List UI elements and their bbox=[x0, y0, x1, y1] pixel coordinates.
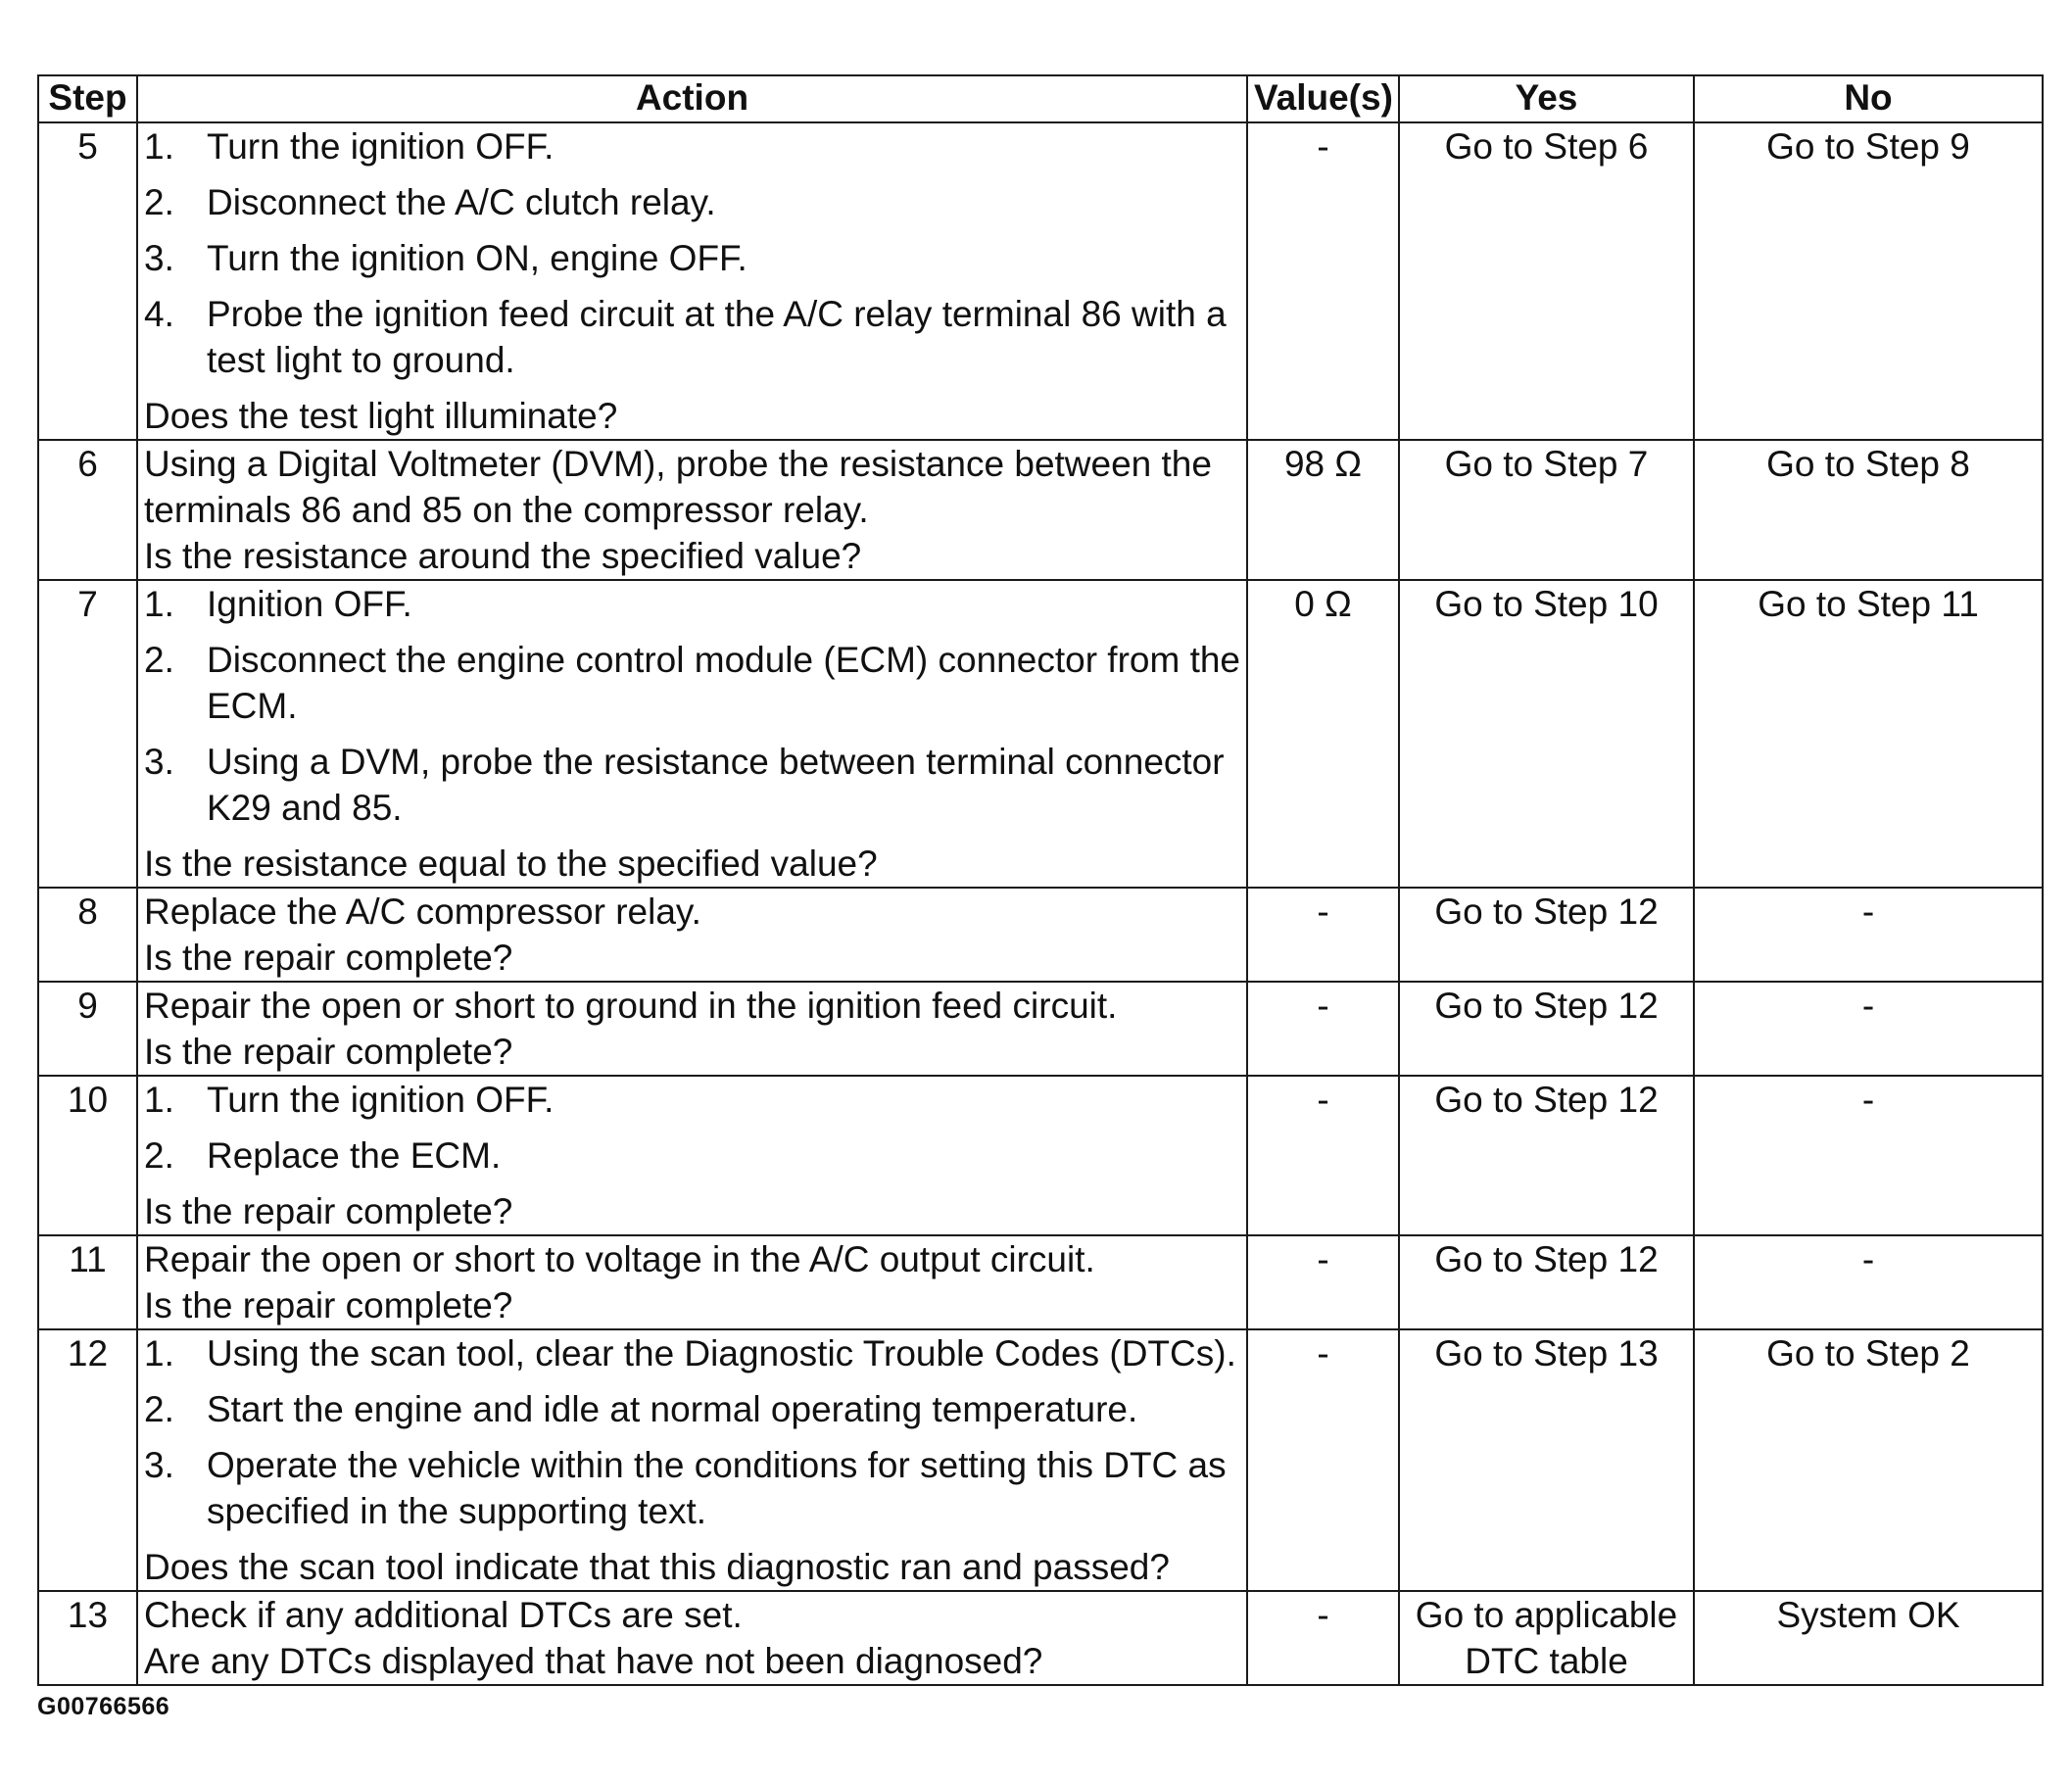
action-cell bbox=[137, 580, 1247, 888]
action-list-item bbox=[144, 739, 1240, 831]
action-item-text: Turn the ignition ON, engine OFF. bbox=[207, 238, 747, 278]
value-cell: 98 Ω bbox=[1247, 440, 1399, 580]
action-list-item bbox=[144, 1132, 1240, 1179]
action-item-number: 2. bbox=[144, 1135, 174, 1176]
no-cell: Go to Step 8 bbox=[1694, 440, 2043, 580]
action-text: Repair the open or short to voltage in the A/C output circuit. bbox=[144, 1239, 1095, 1279]
action-item-text: Turn the ignition OFF. bbox=[207, 1080, 554, 1120]
action-item-text: Using a DVM, probe the resistance between terminal connector K29 and 85. bbox=[207, 742, 1225, 828]
table-header bbox=[38, 75, 2043, 122]
header-action: Action bbox=[137, 75, 1247, 122]
yes-cell: Go to Step 12 bbox=[1399, 982, 1694, 1076]
yes-cell: Go to Step 13 bbox=[1399, 1329, 1694, 1591]
action-item-text: Using the scan tool, clear the Diagnostic Trouble Codes (DTCs). bbox=[207, 1333, 1236, 1373]
yes-cell: Go to Step 7 bbox=[1399, 440, 1694, 580]
header-step: Step bbox=[38, 75, 137, 122]
action-list-item bbox=[144, 1330, 1240, 1376]
action-item-text: Turn the ignition OFF. bbox=[207, 126, 554, 167]
action-list-item bbox=[144, 123, 1240, 169]
action-question: Does the test light illuminate? bbox=[144, 396, 618, 436]
header-yes: Yes bbox=[1399, 75, 1694, 122]
step-number-cell: 7 bbox=[38, 580, 137, 888]
action-item-number: 1. bbox=[144, 1080, 174, 1120]
action-text: Check if any additional DTCs are set. bbox=[144, 1595, 743, 1635]
step-number-cell: 5 bbox=[38, 122, 137, 440]
table-row bbox=[38, 580, 2043, 888]
value-cell: - bbox=[1247, 888, 1399, 982]
action-question: Is the repair complete? bbox=[144, 938, 513, 978]
action-item-number: 2. bbox=[144, 182, 174, 222]
step-number-cell: 12 bbox=[38, 1329, 137, 1591]
action-question: Does the scan tool indicate that this diagnostic ran and passed? bbox=[144, 1547, 1170, 1587]
action-question: Is the repair complete? bbox=[144, 1032, 513, 1072]
action-item-number: 3. bbox=[144, 742, 174, 782]
no-cell: System OK bbox=[1694, 1591, 2043, 1685]
table-row bbox=[38, 1076, 2043, 1235]
table-row bbox=[38, 122, 2043, 440]
action-cell bbox=[137, 1235, 1247, 1329]
step-number-cell: 11 bbox=[38, 1235, 137, 1329]
action-cell bbox=[137, 982, 1247, 1076]
value-cell: - bbox=[1247, 1235, 1399, 1329]
action-cell bbox=[137, 1076, 1247, 1235]
no-cell: Go to Step 2 bbox=[1694, 1329, 2043, 1591]
header-row bbox=[38, 75, 2043, 122]
yes-cell: Go to Step 6 bbox=[1399, 122, 1694, 440]
action-item-text: Operate the vehicle within the conditions for setting this DTC as specified in the supporting text. bbox=[207, 1445, 1227, 1531]
action-list-item bbox=[144, 179, 1240, 225]
action-item-text: Probe the ignition feed circuit at the A/C relay terminal 86 with a test light to ground. bbox=[207, 294, 1227, 380]
action-list-item bbox=[144, 581, 1240, 627]
action-list-item bbox=[144, 1442, 1240, 1534]
action-question: Is the resistance around the specified value? bbox=[144, 536, 862, 576]
action-item-text: Disconnect the A/C clutch relay. bbox=[207, 182, 716, 222]
yes-cell: Go to applicable DTC table bbox=[1399, 1591, 1694, 1685]
action-question: Is the repair complete? bbox=[144, 1285, 513, 1325]
action-item-text: Start the engine and idle at normal operating temperature. bbox=[207, 1389, 1138, 1429]
action-list-item bbox=[144, 1386, 1240, 1432]
no-cell: - bbox=[1694, 888, 2043, 982]
no-cell: Go to Step 11 bbox=[1694, 580, 2043, 888]
action-item-number: 1. bbox=[144, 584, 174, 624]
yes-cell: Go to Step 12 bbox=[1399, 1235, 1694, 1329]
header-value: Value(s) bbox=[1247, 75, 1399, 122]
action-question: Is the resistance equal to the specified value? bbox=[144, 843, 878, 884]
action-cell bbox=[137, 1591, 1247, 1685]
action-item-number: 1. bbox=[144, 126, 174, 167]
action-cell bbox=[137, 1329, 1247, 1591]
header-no: No bbox=[1694, 75, 2043, 122]
value-cell: - bbox=[1247, 1591, 1399, 1685]
yes-cell: Go to Step 12 bbox=[1399, 1076, 1694, 1235]
action-cell bbox=[137, 122, 1247, 440]
no-cell: Go to Step 9 bbox=[1694, 122, 2043, 440]
table-row bbox=[38, 982, 2043, 1076]
table-row bbox=[38, 1235, 2043, 1329]
figure-id: G00766566 bbox=[37, 1693, 170, 1720]
no-cell: - bbox=[1694, 1235, 2043, 1329]
step-number-cell: 10 bbox=[38, 1076, 137, 1235]
action-question: Is the repair complete? bbox=[144, 1191, 513, 1231]
action-question: Are any DTCs displayed that have not been diagnosed? bbox=[144, 1641, 1043, 1681]
action-item-number: 3. bbox=[144, 238, 174, 278]
value-cell: 0 Ω bbox=[1247, 580, 1399, 888]
action-item-number: 2. bbox=[144, 640, 174, 680]
action-cell bbox=[137, 440, 1247, 580]
action-item-text: Ignition OFF. bbox=[207, 584, 412, 624]
step-number-cell: 6 bbox=[38, 440, 137, 580]
table-row bbox=[38, 1591, 2043, 1685]
action-cell bbox=[137, 888, 1247, 982]
step-number-cell: 13 bbox=[38, 1591, 137, 1685]
action-list-item bbox=[144, 637, 1240, 729]
action-text: Replace the A/C compressor relay. bbox=[144, 892, 701, 932]
action-text: Repair the open or short to ground in the ignition feed circuit. bbox=[144, 986, 1118, 1026]
action-item-number: 3. bbox=[144, 1445, 174, 1485]
table-body bbox=[38, 122, 2043, 1685]
action-list-item bbox=[144, 235, 1240, 281]
action-item-text: Disconnect the engine control module (ECM) connector from the ECM. bbox=[207, 640, 1241, 726]
yes-cell: Go to Step 10 bbox=[1399, 580, 1694, 888]
table-row bbox=[38, 1329, 2043, 1591]
action-item-number: 2. bbox=[144, 1389, 174, 1429]
value-cell: - bbox=[1247, 982, 1399, 1076]
action-item-number: 1. bbox=[144, 1333, 174, 1373]
table-row bbox=[38, 440, 2043, 580]
no-cell: - bbox=[1694, 1076, 2043, 1235]
value-cell: - bbox=[1247, 1329, 1399, 1591]
action-item-text: Replace the ECM. bbox=[207, 1135, 502, 1176]
action-item-number: 4. bbox=[144, 294, 174, 334]
value-cell: - bbox=[1247, 1076, 1399, 1235]
table-row bbox=[38, 888, 2043, 982]
action-text: Using a Digital Voltmeter (DVM), probe the resistance between the terminals 86 and 85 on the compressor relay. bbox=[144, 444, 1212, 530]
diagnostic-table bbox=[37, 74, 2044, 1686]
value-cell: - bbox=[1247, 122, 1399, 440]
yes-cell: Go to Step 12 bbox=[1399, 888, 1694, 982]
action-list-item bbox=[144, 291, 1240, 383]
action-list-item bbox=[144, 1077, 1240, 1123]
no-cell: - bbox=[1694, 982, 2043, 1076]
step-number-cell: 9 bbox=[38, 982, 137, 1076]
step-number-cell: 8 bbox=[38, 888, 137, 982]
diagnostic-table-sheet bbox=[37, 74, 2042, 1686]
